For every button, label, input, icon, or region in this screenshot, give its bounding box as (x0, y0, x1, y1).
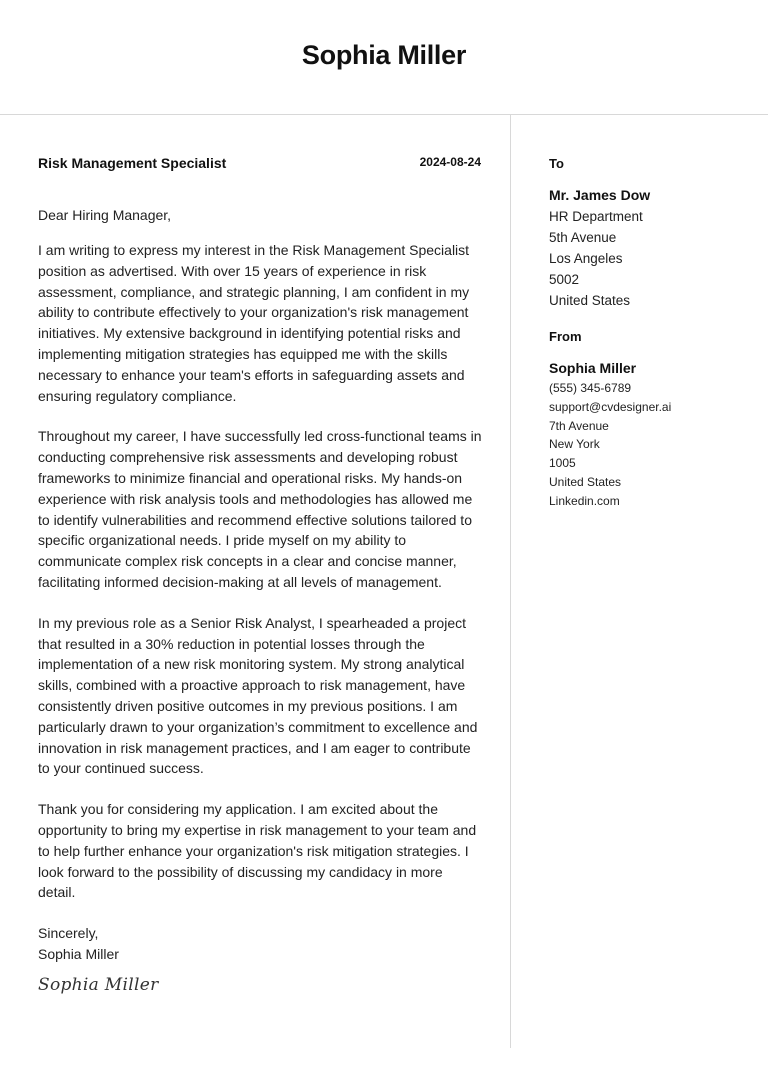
sender-zip: 1005 (549, 456, 576, 471)
sender-email: support@cvdesigner.ai (549, 399, 672, 414)
recipient-country: United States (549, 293, 631, 308)
letter-meta-row (38, 152, 483, 172)
recipient-zip: 5002 (549, 272, 580, 287)
sender-phone: (555) 345-6789 (549, 381, 632, 395)
closing-block (38, 923, 483, 965)
sender-name: Sophia Miller (549, 360, 637, 376)
recipient-name: Mr. James Dow (549, 187, 651, 203)
sender-country: United States (549, 474, 622, 489)
paragraph-2: Throughout my career, I have successfully led cross-functional teams in conducting comprehensive risk assessments and developing robust frameworks to minimize financial and operational risks. My hands-on experience with risk analysis tools and methodologies has allowed me to identify vulnerabilities and recommend effective solutions tailored to specific organizational needs. I pride myself on my ability to communicate complex risk concepts in a clear and concise manner, facilitating informed decision-making at all levels of management. (38, 428, 482, 590)
from-heading: From (549, 329, 582, 344)
paragraph-4: Thank you for considering my application. I am excited about the opportunity to bring my expertise in risk management to your team and to help further enhance your organization's risk mitigation strategies. I look forward to the possibility of discussing my candidacy in more detail. (38, 801, 477, 901)
applicant-name: Sophia Miller (301, 40, 467, 70)
page-header (0, 0, 768, 115)
recipient-city: Los Angeles (549, 251, 623, 266)
sender-website: Linkedin.com (549, 493, 620, 508)
letter-body (38, 152, 483, 995)
letter-date: 2024-08-24 (419, 155, 481, 169)
handwritten-signature: Sophia Miller (38, 975, 159, 996)
sender-city: New York (549, 437, 600, 452)
paragraph-1: I am writing to express my interest in the Risk Management Specialist position as advertised. With over 15 years of experience in risk assessment, compliance, and strategic planning, I am confident in my ability to contribute effectively to your organization's risk management initiatives. My extensive background in identifying potential risks and implementing mitigation strategies has equipped me with the skills necessary to enhance your team's efforts in safeguarding assets and ensuring regulatory compliance. (38, 242, 470, 404)
to-heading: To (549, 156, 564, 171)
closing-phrase: Sincerely, (38, 925, 99, 942)
contact-sidebar (549, 152, 759, 511)
paragraph-3: In my previous role as a Senior Risk Analyst, I spearheaded a project that resulted in a 30% reduction in potential losses through the implementation of a new risk monitoring system. My strong analytical skills, combined with a proactive approach to risk management, have consistently driven positive outcomes in my previous positions. I am particularly drawn to your organization’s commitment to excellence and innovation in risk management practices, and I am eager to contribute to your continued success. (38, 614, 478, 777)
sender-street: 7th Avenue (549, 418, 609, 433)
salutation: Dear Hiring Manager, (38, 207, 172, 223)
recipient-department: HR Department (549, 209, 643, 224)
recipient-street: 5th Avenue (549, 230, 617, 245)
closing-name: Sophia Miller (38, 946, 119, 963)
job-title: Risk Management Specialist (38, 155, 227, 171)
column-divider (510, 115, 511, 1048)
